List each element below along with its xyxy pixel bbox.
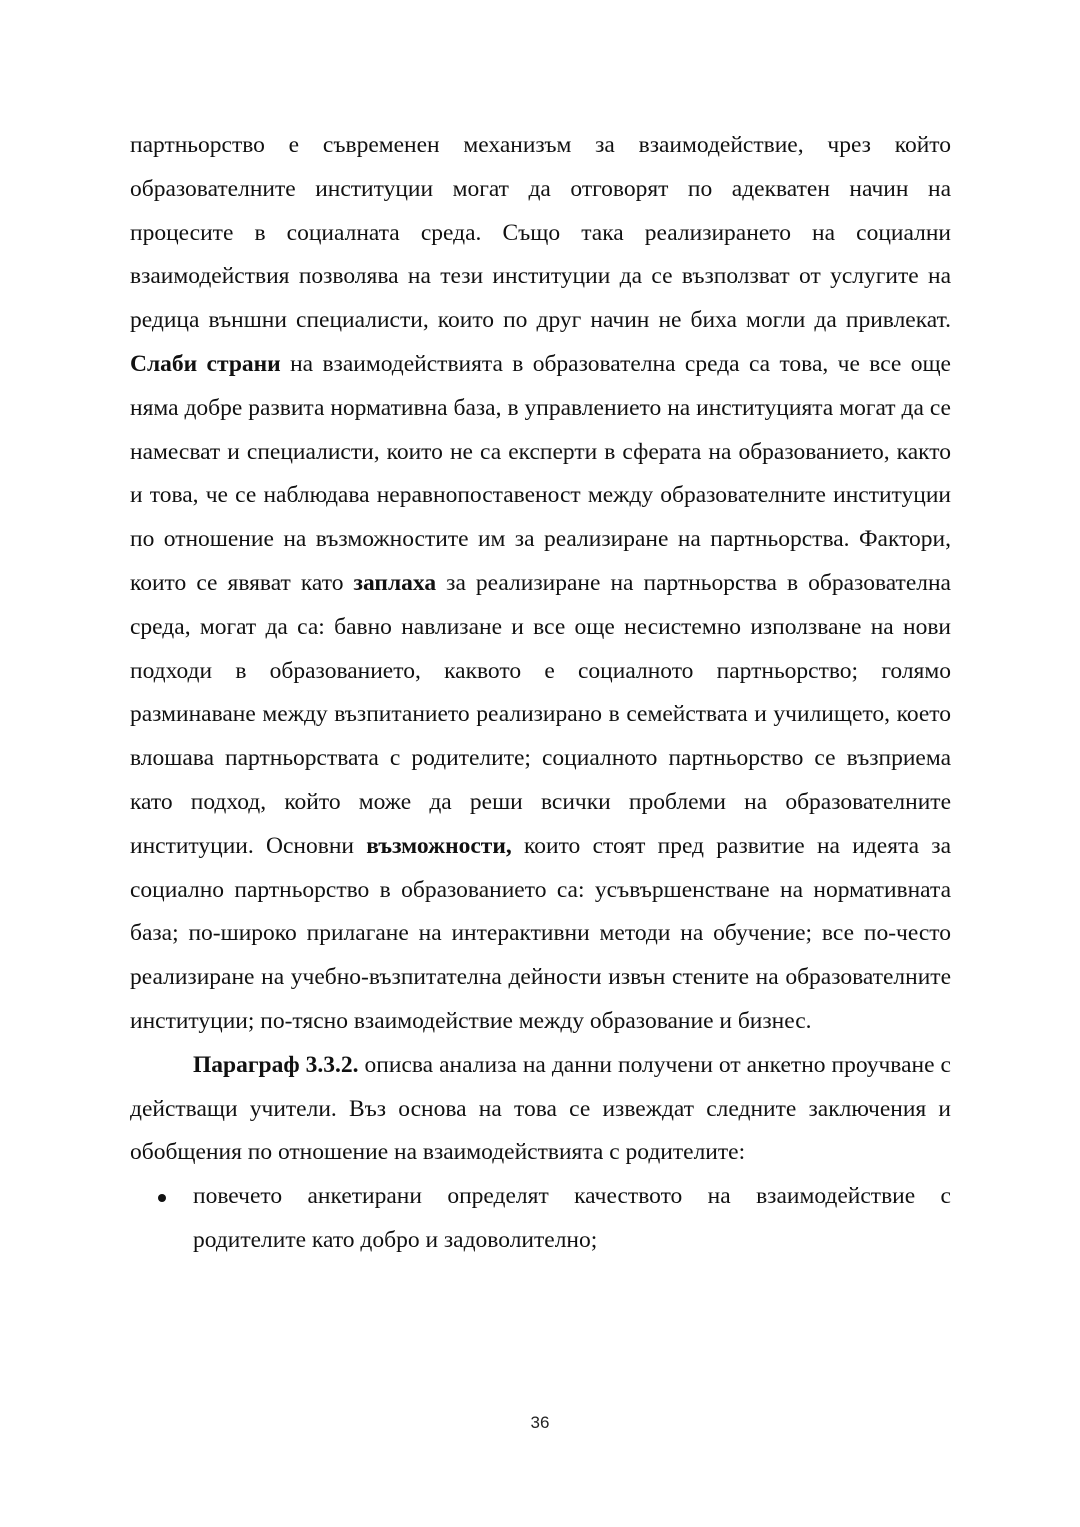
conclusions-list	[130, 1175, 951, 1263]
paragraph-text: за реализиране на партньорства в образователна среда, могат да са: бавно навлизане и все още несистемно използване на нови подходи в образованието, каквото е социалното партньорство; голямо разминаване между възпитанието реализирано в семействата и училището, което влошава партньорствата с родителите; социалното партньорство се възприема като подход, който може да реши всички проблеми на образователните институции. Основни	[130, 569, 951, 859]
bold-term-opportunities: възможности,	[366, 832, 512, 859]
bullet-icon	[158, 1194, 166, 1202]
paragraph-section-3-3-2	[130, 1044, 951, 1175]
paragraph-text: партньорство е съвременен механизъм за взаимодействие, чрез който образователните институции могат да отговорят по адекватен начин на процесите в социалната среда. Също така реализирането на социални взаимодействия позволява на тези институции да се възползват от услугите на редица външни специалисти, които по друг начин не биха могли да привлекат.	[130, 132, 951, 334]
bold-term-weaknesses: Слаби страни	[130, 350, 281, 377]
paragraph-text: описва анализа на данни получени от анкетно проучване с действащи учители. Въз основа на това се извеждат следните заключения и обобщения по отношение на взаимодействията с родителите:	[130, 1051, 951, 1166]
paragraph-text: на взаимодействията в образователна среда са това, че все още няма добре развита нормативна база, в управлението на институцията могат да се намесват и специалисти, които не са експерти в сферата на образованието, както и това, че се наблюдава неравнопоставеност между образователните институции по отношение на възможностите им за реализиране на партньорства. Фактори, които се явяват като	[130, 350, 951, 596]
document-body	[130, 124, 951, 1263]
page-number: 36	[530, 1413, 550, 1432]
list-item	[193, 1175, 951, 1263]
paragraph-text: които стоят пред развитие на идеята за социално партньорство в образованието са: усъвършенстване на нормативната база; по-широко прилагане на интерактивни методи на обучение; все по-често реализиране на учебно-възпитателна дейности извън стените на образователните институции; по-тясно взаимодействие между образование и бизнес.	[130, 832, 951, 1034]
section-reference: Параграф 3.3.2.	[193, 1051, 359, 1078]
bold-term-threat: заплаха	[353, 569, 437, 596]
paragraph-swot-summary	[130, 124, 951, 1044]
list-item-text: повечето анкетирани определят качеството на взаимодействие с родителите като добро и задоволително;	[193, 1183, 951, 1253]
